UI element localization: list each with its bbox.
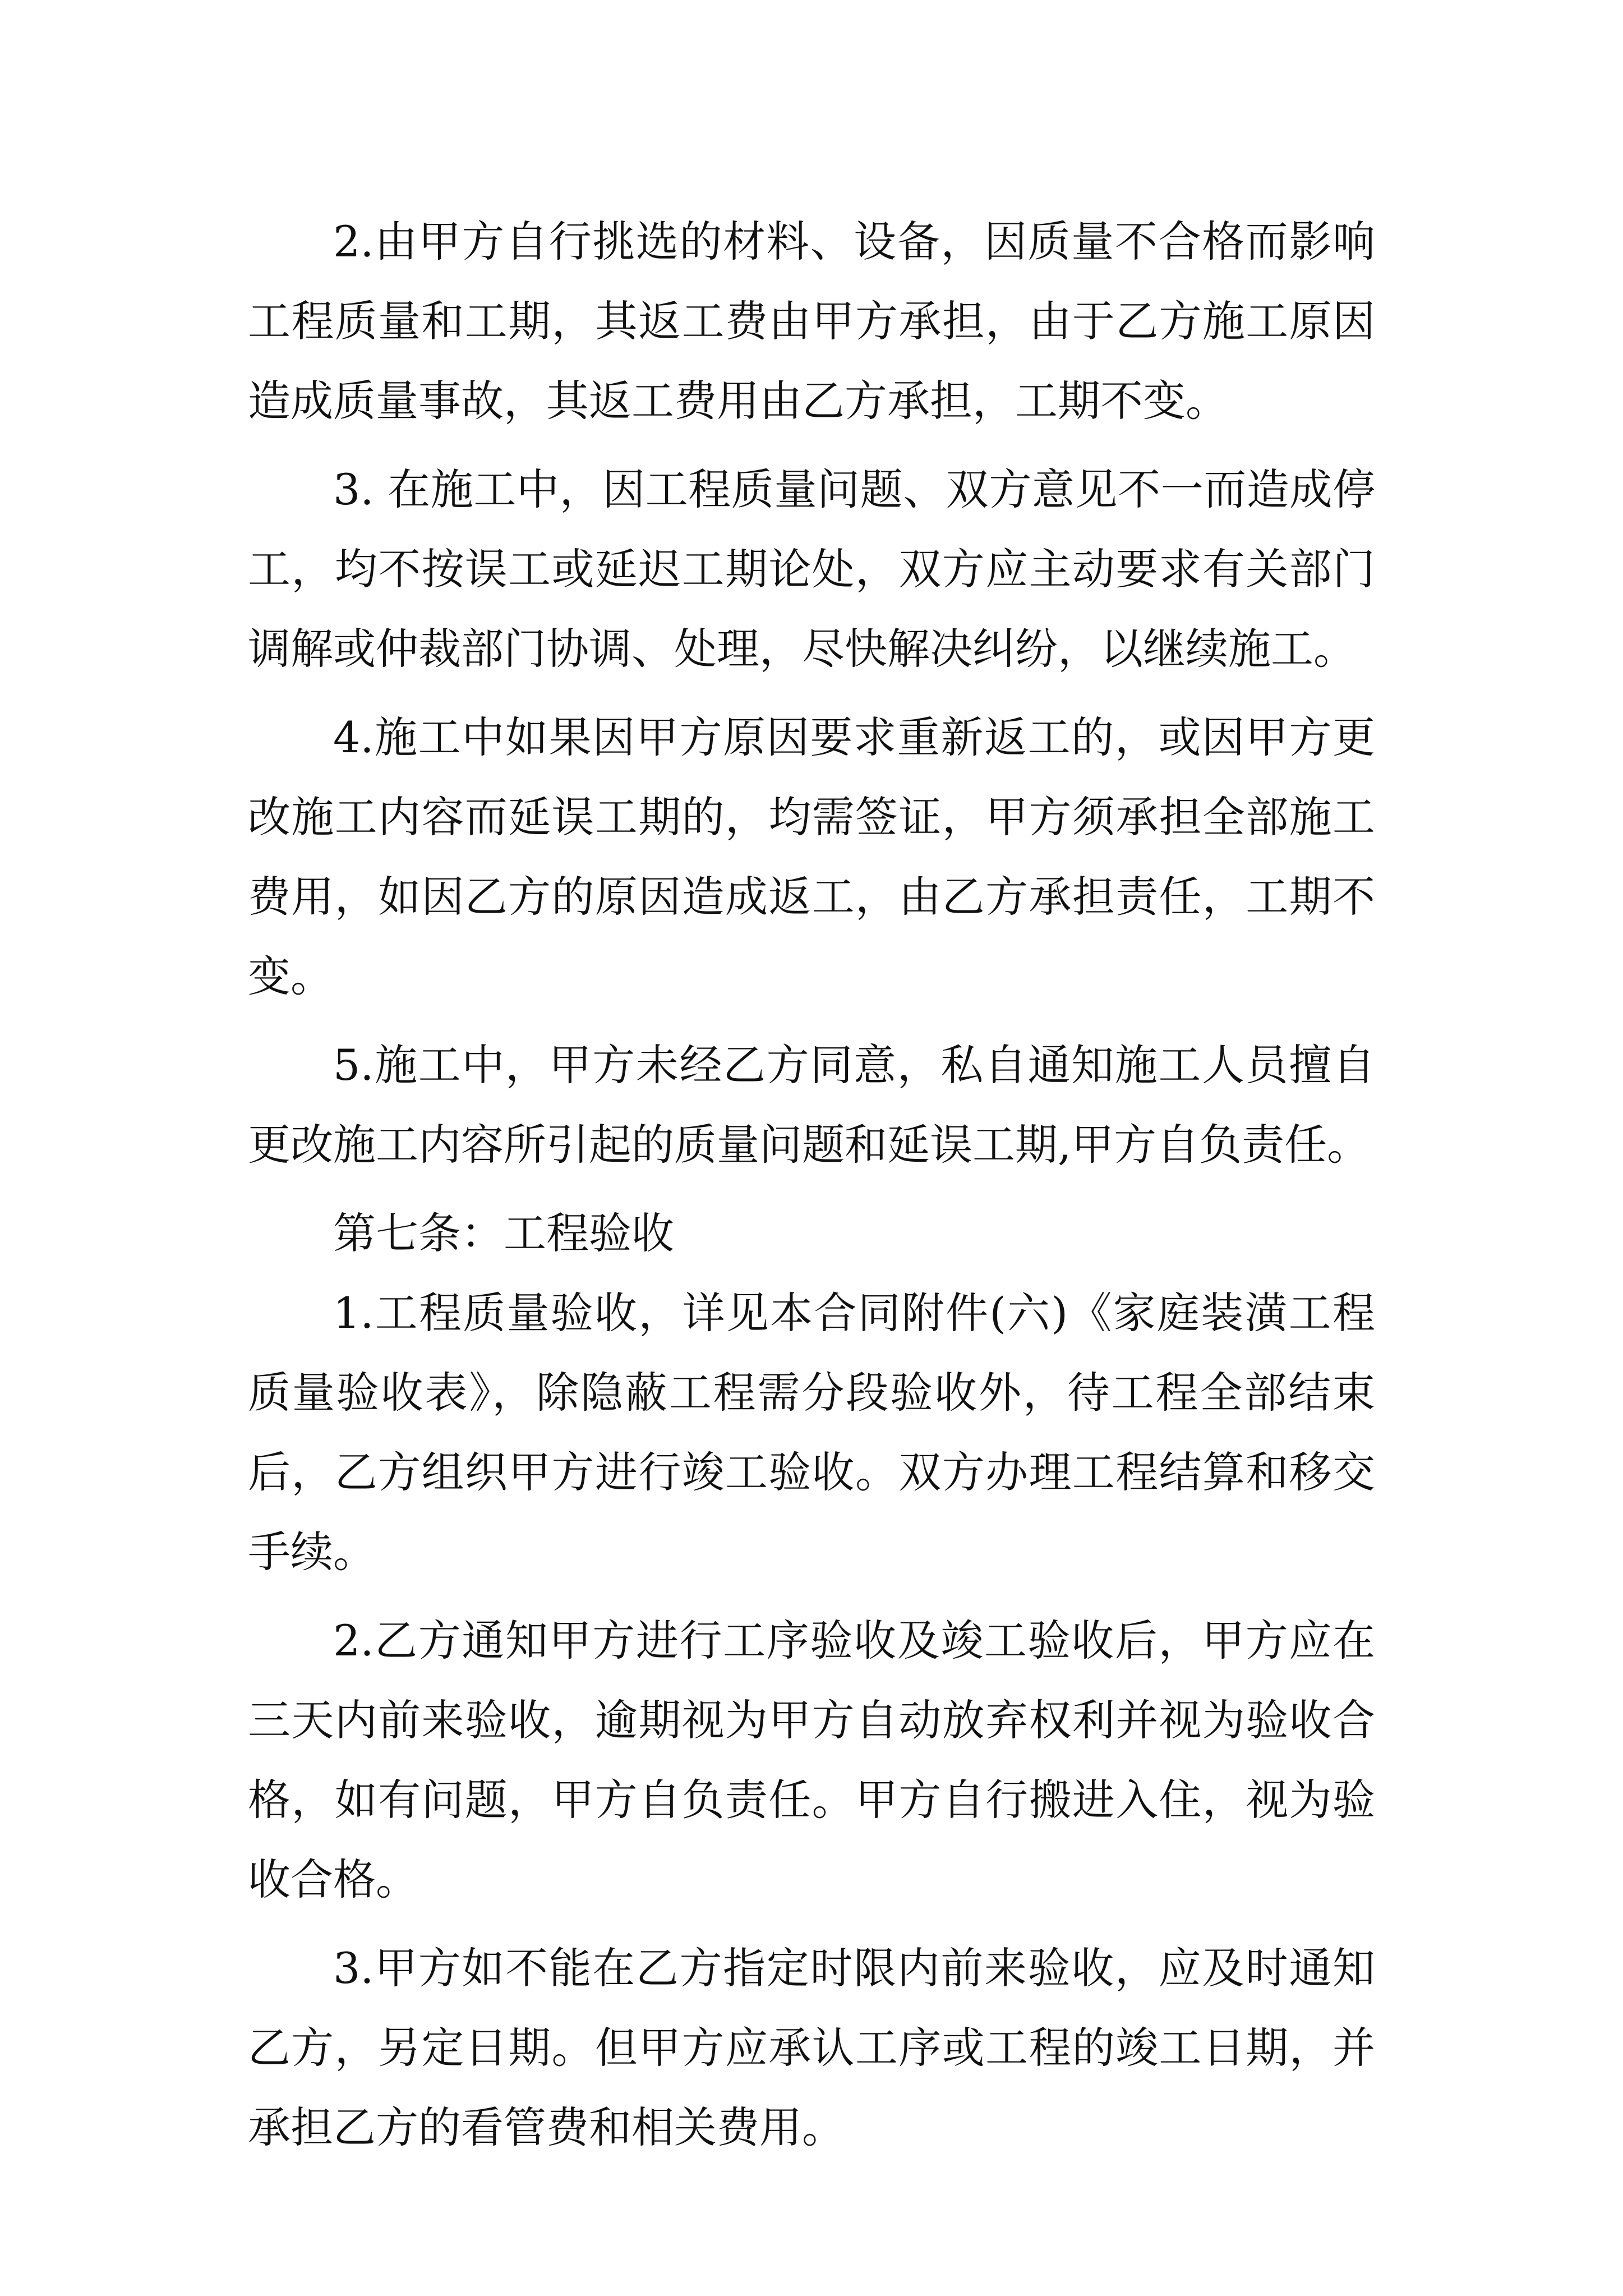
clause-2-paragraph: 2.由甲方自行挑选的材料、设备，因质量不合格而影响工程质量和工期，其返工费由甲方承担，由于乙方施工原因造成质量事故，其返工费用由乙方承担，工期不变。 — [248, 217, 1375, 426]
clause-4-paragraph: 4.施工中如果因甲方原因要求重新返工的，或因甲方更改施工内容而延误工期的，均需签证，甲方须承担全部施工费用，如因乙方的原因造成返工，由乙方承担责任，工期不变。 — [248, 712, 1375, 1001]
acceptance-clause-2-paragraph: 2.乙方通知甲方进行工序验收及竣工验收后，甲方应在三天内前来验收，逾期视为甲方自动放弃权利并视为验收合格，如有问题，甲方自负责任。甲方自行搬进入住，视为验收合格。 — [248, 1616, 1375, 1904]
acceptance-clause-1-paragraph: 1.工程质量验收，详见本合同附件(六)《家庭装潢工程质量验收表》，除隐蔽工程需分段验收外，待工程全部结束后，乙方组织甲方进行竣工验收。双方办理工程结算和移交手续。 — [248, 1288, 1375, 1577]
section-heading: 第七条：工程验收 — [333, 1208, 674, 1258]
document-body — [248, 202, 1375, 2168]
acceptance-clause-3-paragraph: 3.甲方如不能在乙方指定时限内前来验收，应及时通知乙方，另定日期。但甲方应承认工序或工程的竣工日期，并承担乙方的看管费和相关费用。 — [248, 1943, 1375, 2152]
clause-3-paragraph: 3. 在施工中，因工程质量问题、双方意见不一而造成停工，均不按误工或延迟工期论处，双方应主动要求有关部门调解或仲裁部门协调、处理，尽快解决纠纷，以继续施工。 — [248, 464, 1375, 674]
clause-5-paragraph: 5.施工中，甲方未经乙方同意，私自通知施工人员擅自更改施工内容所引起的质量问题和延误工期,甲方自负责任。 — [248, 1040, 1375, 1170]
